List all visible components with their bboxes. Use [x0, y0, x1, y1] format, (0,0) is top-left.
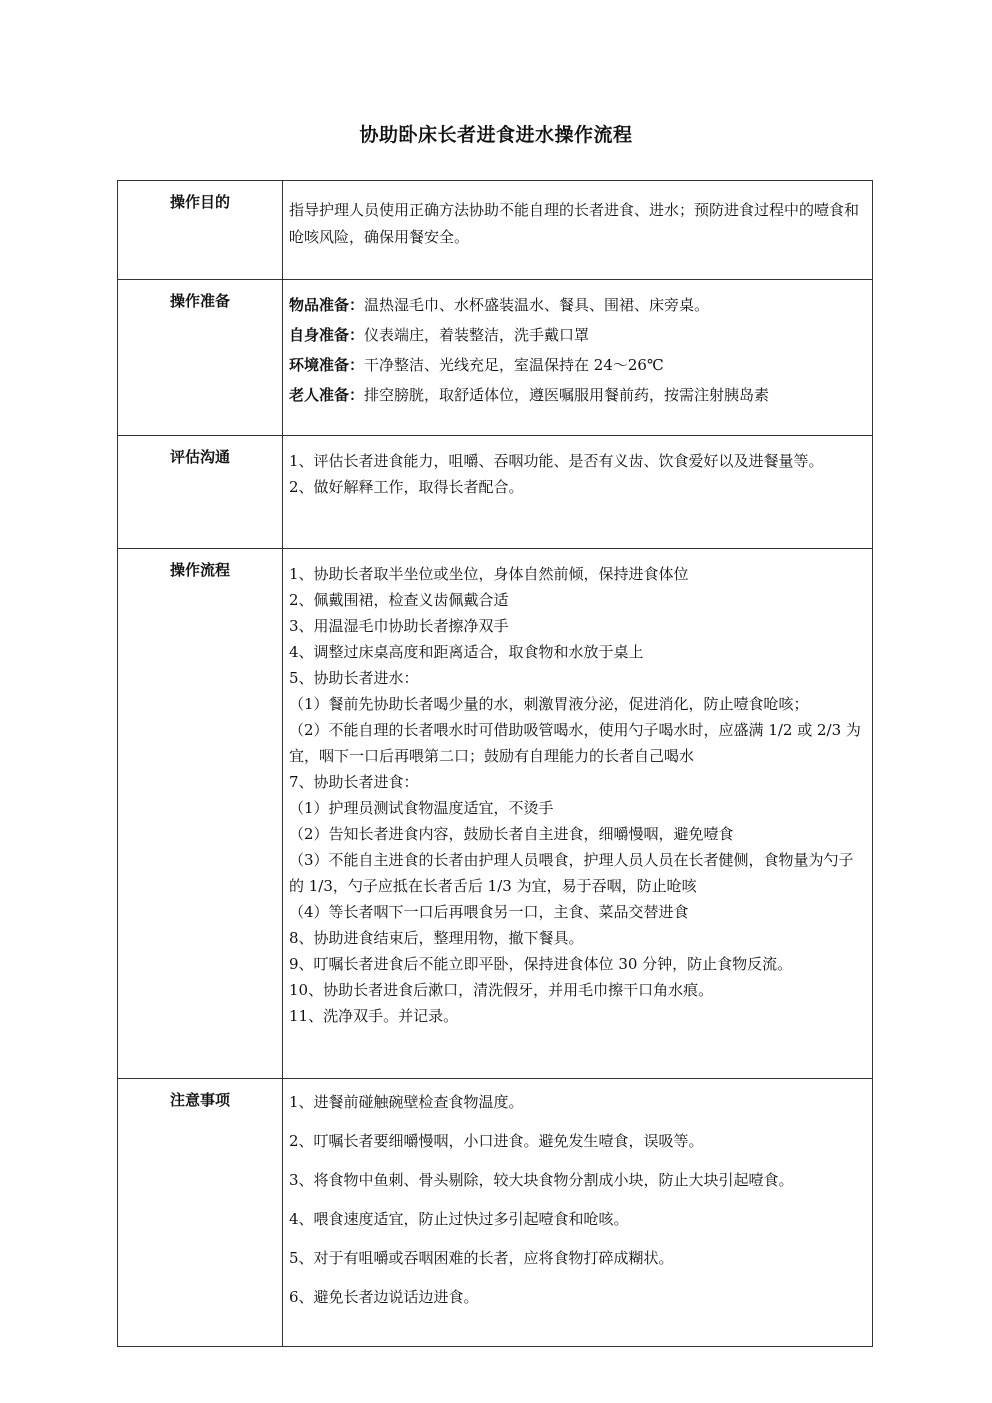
procedure-step: 3、用温湿毛巾协助长者擦净双手 [289, 617, 509, 635]
prep-item-self [289, 322, 866, 348]
procedure-step: （1）护理员测试食物温度适宜，不烫手 [289, 799, 554, 817]
notes-item: 5、对于有咀嚼或吞咽困难的长者，应将食物打碎成糊状。 [289, 1249, 674, 1267]
prep-value: 排空膀胱，取舒适体位，遵医嘱服用餐前药，按需注射胰岛素 [364, 386, 770, 404]
prep-key: 环境准备： [289, 356, 365, 374]
procedure-step: 9、叮嘱长者进食后不能立即平卧，保持进食体位 30 分钟，防止食物反流。 [289, 955, 793, 973]
assessment-label: 评估沟通 [118, 436, 283, 549]
notes-item: 2、叮嘱长者要细嚼慢咽，小口进食。避免发生噎食，误吸等。 [289, 1132, 704, 1150]
notes-item: 4、喂食速度适宜，防止过快过多引起噎食和呛咳。 [289, 1210, 629, 1228]
assessment-line: 1、评估长者进食能力，咀嚼、吞咽功能、是否有义齿、饮食爱好以及进餐量等。 [289, 452, 824, 470]
procedure-table [117, 180, 873, 1347]
row-assessment [118, 436, 873, 549]
notes-content [283, 1079, 873, 1347]
procedure-step: （4）等长者咽下一口后再喂食另一口，主食、菜品交替进食 [289, 903, 689, 921]
purpose-label: 操作目的 [118, 181, 283, 280]
procedure-content [283, 549, 873, 1079]
row-procedure [118, 549, 873, 1079]
notes-label: 注意事项 [118, 1079, 283, 1347]
notes-item: 1、进餐前碰触碗壁检查食物温度。 [289, 1093, 524, 1111]
prep-item-supplies [289, 292, 866, 318]
purpose-content [283, 181, 873, 280]
procedure-step: 4、调整过床桌高度和距离适合，取食物和水放于桌上 [289, 643, 644, 661]
prep-item-environment [289, 352, 866, 378]
prep-value: 温热湿毛巾、水杯盛装温水、餐具、围裙、床旁桌。 [364, 296, 710, 314]
assessment-line: 2、做好解释工作，取得长者配合。 [289, 478, 524, 496]
purpose-text: 指导护理人员使用正确方法协助不能自理的长者进食、进水；预防进食过程中的噎食和呛咳风险，确保用餐安全。 [289, 201, 860, 246]
preparation-content [283, 280, 873, 436]
prep-key: 老人准备： [289, 386, 365, 404]
notes-item: 3、将食物中鱼刺、骨头剔除，较大块食物分割成小块，防止大块引起噎食。 [289, 1171, 794, 1189]
procedure-step: （2）告知长者进食内容，鼓励长者自主进食，细嚼慢咽，避免噎食 [289, 825, 734, 843]
prep-value: 干净整洁、光线充足，室温保持在 24～26℃ [364, 356, 664, 374]
procedure-label: 操作流程 [118, 549, 283, 1079]
row-purpose [118, 181, 873, 280]
prep-value: 仪表端庄，着装整洁，洗手戴口罩 [364, 326, 590, 344]
procedure-step: （3）不能自主进食的长者由护理人员喂食，护理人员人员在长者健侧，食物量为勺子的 1/3，勺子应抵在长者舌后 1/3 为宜，易于吞咽，防止呛咳 [289, 851, 854, 895]
prep-key: 自身准备： [289, 326, 365, 344]
prep-item-elder [289, 382, 866, 408]
procedure-step: 11、洗净双手。并记录。 [289, 1007, 459, 1025]
procedure-step: 1、协助长者取半坐位或坐位，身体自然前倾，保持进食体位 [289, 565, 689, 583]
procedure-step: （2）不能自理的长者喂水时可借助吸管喝水，使用勺子喝水时，应盛满 1/2 或 2/3 为宜，咽下一口后再喂第二口；鼓励有自理能力的长者自己喝水 [289, 721, 861, 765]
prep-key: 物品准备： [289, 296, 365, 314]
procedure-step: 5、协助长者进水： [289, 669, 419, 687]
preparation-label: 操作准备 [118, 280, 283, 436]
procedure-step: 7、协助长者进食： [289, 773, 419, 791]
procedure-step: 10、协助长者进食后漱口，清洗假牙，并用毛巾擦干口角水痕。 [289, 981, 714, 999]
procedure-step: 2、佩戴围裙，检查义齿佩戴合适 [289, 591, 509, 609]
document-title: 协助卧床长者进食进水操作流程 [359, 124, 633, 146]
notes-item: 6、避免长者边说话边进食。 [289, 1288, 479, 1306]
row-preparation [118, 280, 873, 436]
procedure-step: （1）餐前先协助长者喝少量的水，刺激胃液分泌，促进消化，防止噎食呛咳； [289, 695, 809, 713]
assessment-content [283, 436, 873, 549]
row-notes [118, 1079, 873, 1347]
procedure-step: 8、协助进食结束后，整理用物，撤下餐具。 [289, 929, 584, 947]
